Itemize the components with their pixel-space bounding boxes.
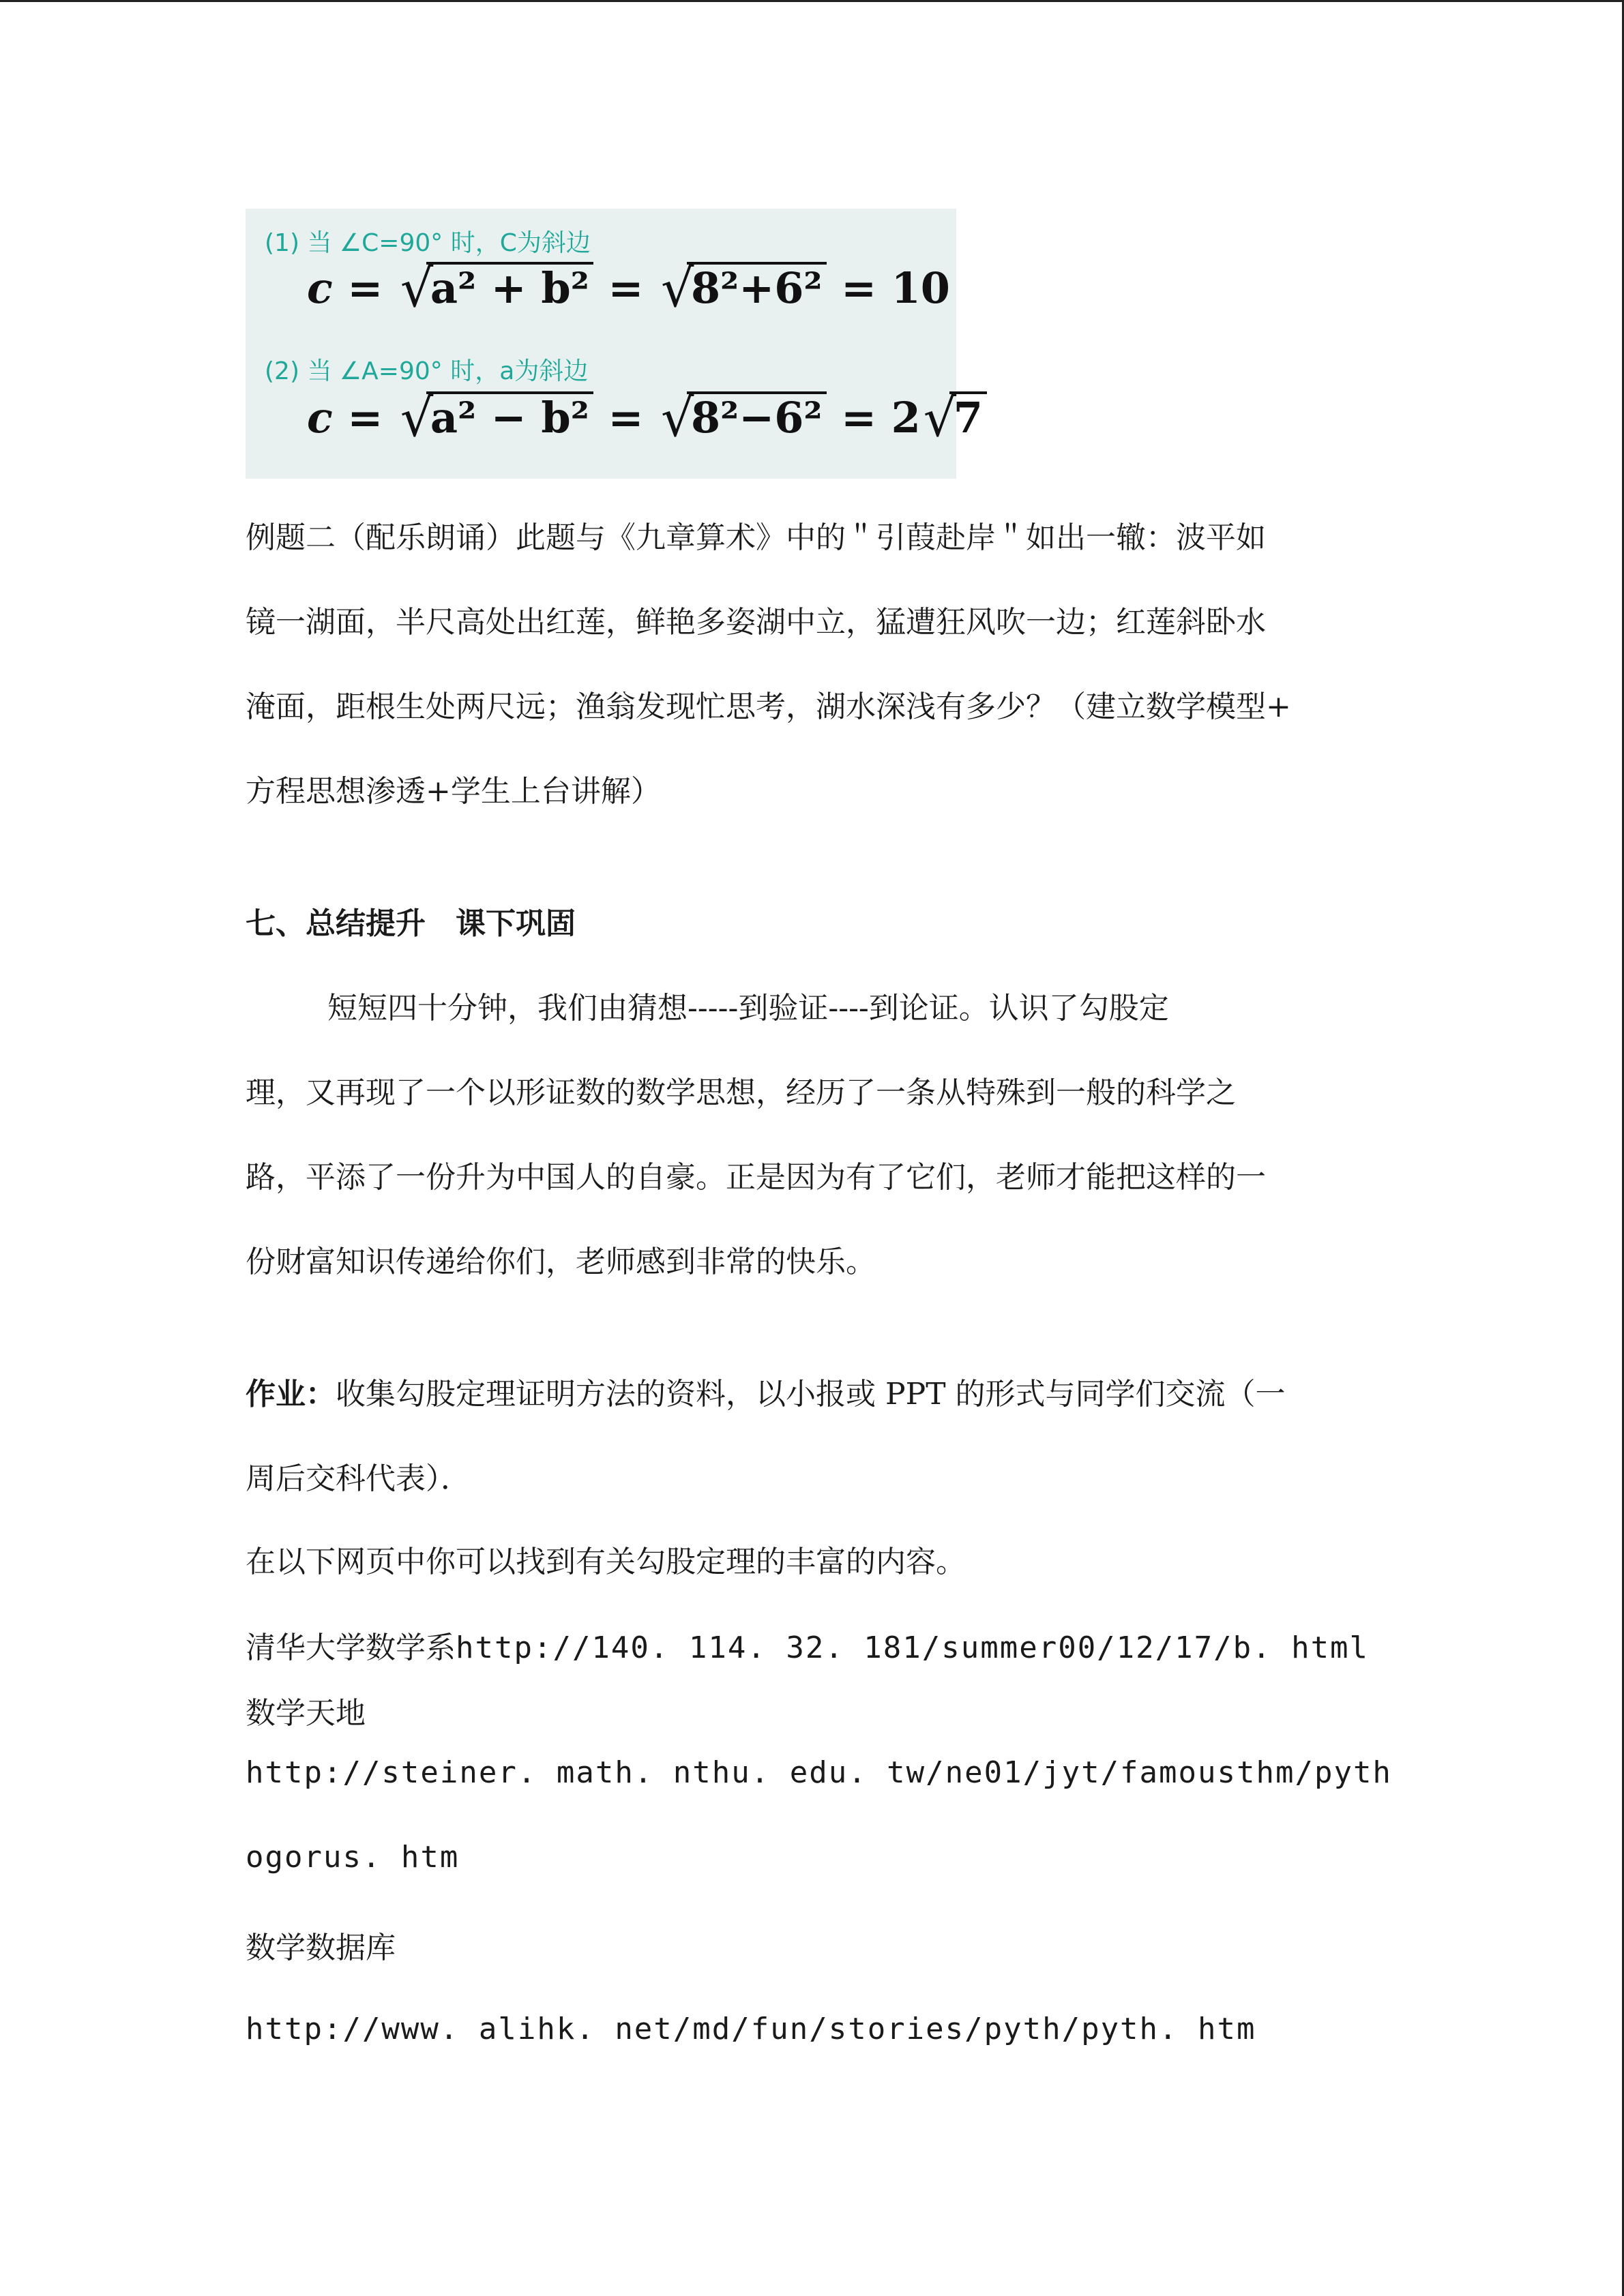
sqrt-2: √ 8²+6²	[661, 262, 827, 313]
homework-label: 作业：	[246, 1377, 336, 1412]
sqrt-3: √ a² − b²	[400, 391, 593, 443]
example2-line-3: 淹面，距根生处两尺远；渔翁发现忙思考，湖水深浅有多少？（建立数学模型+	[246, 689, 1291, 724]
sqrt-4: √ 8²−6²	[661, 391, 827, 443]
homework-line-1	[246, 1369, 1286, 1413]
equation-1: c = √ a² + b² = √ 8²+6² = 10	[307, 258, 950, 318]
homework-line-2: 周后交科代表）．	[246, 1461, 471, 1496]
homework-text-1: 收集勾股定理证明方法的资料，以小报或 PPT 的形式与同学们交流（一	[336, 1377, 1286, 1412]
link-1-url[interactable]: http://140. 114. 32. 181/summer00/12/17/b. html	[456, 1630, 1370, 1665]
example2-line-4: 方程思想渗透+学生上台讲解）	[246, 774, 661, 809]
link-row-1	[246, 1623, 1369, 1667]
eq2-radicand-1: a² − b²	[426, 391, 593, 442]
eq2-result-radicand: 7	[949, 391, 987, 442]
link-3-name: 数学数据库	[246, 1930, 396, 1965]
summary-line-4: 份财富知识传递给你们，老师感到非常的快乐。	[246, 1244, 876, 1279]
sqrt-5: √ 7	[924, 391, 987, 443]
eq2-radicand-2: 8²−6²	[687, 391, 827, 442]
link-2-url-part-2[interactable]: ogorus. htm	[246, 1840, 460, 1875]
eq2-lhs: c	[307, 393, 333, 443]
links-intro: 在以下网页中你可以找到有关勾股定理的丰富的内容。	[246, 1545, 966, 1579]
eq1-result: 10	[891, 263, 950, 313]
sqrt-1: √ a² + b²	[400, 262, 593, 313]
equation-2: c = √ a² − b² = √ 8²−6² = 2 √ 7	[307, 391, 987, 443]
formula-image	[246, 209, 983, 479]
eq1-lhs: c	[307, 263, 333, 313]
link-3-url[interactable]: http://www. alihk. net/md/fun/stories/pyth/pyth. htm	[246, 2012, 1256, 2046]
summary-line-2: 理，又再现了一个以形证数的数学思想，经历了一条从特殊到一般的科学之	[246, 1075, 1236, 1110]
link-2-name: 数学天地	[246, 1696, 366, 1731]
summary-line-3: 路，平添了一份升为中国人的自豪。正是因为有了它们，老师才能把这样的一	[246, 1160, 1266, 1195]
link-2-url-part-1[interactable]: http://steiner. math. nthu. edu. tw/ne01/jyt/famousthm/pyth	[246, 1755, 1392, 1790]
example2-line-2: 镜一湖面，半尺高处出红莲，鲜艳多姿湖中立，猛遭狂风吹一边；红莲斜卧水	[246, 605, 1266, 640]
example2-line-1: 例题二（配乐朗诵）此题与《九章算术》中的＂引葭赴岸＂如出一辙：波平如	[246, 520, 1266, 555]
eq2-result: 2	[891, 393, 921, 443]
condition-2: (2) 当 ∠A=90° 时，a为斜边	[265, 357, 589, 385]
page-top-border	[0, 0, 1624, 2]
eq1-radicand-2: 8²+6²	[687, 262, 827, 312]
condition-1: (1) 当 ∠C=90° 时，C为斜边	[265, 229, 591, 257]
section-heading: 七、总结提升 课下巩固	[246, 906, 576, 941]
link-1-name: 清华大学数学系	[246, 1630, 456, 1665]
eq1-radicand-1: a² + b²	[426, 262, 593, 312]
summary-line-1: 短短四十分钟，我们由猜想-----到验证----到论证。认识了勾股定	[327, 991, 1169, 1026]
